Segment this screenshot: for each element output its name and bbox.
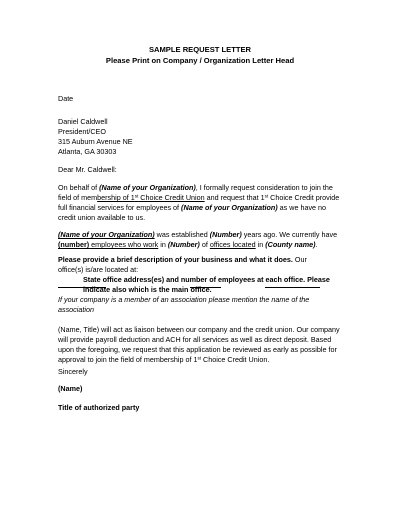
- date-line: Date: [58, 94, 74, 103]
- superscript: st: [197, 355, 202, 361]
- placeholder-number: (number): [58, 240, 90, 249]
- p3-text: Our: [292, 255, 307, 264]
- paragraph-3-line-5: If your company is a member of an association please mention the name of the: [58, 295, 310, 304]
- paragraph-1-line-3: [58, 203, 358, 213]
- paragraph-4-line-1: (Name, Title) will act as liaison between our company and the credit union. Our company: [58, 325, 340, 334]
- recipient-street: 315 Auburn Avenue NE: [58, 137, 133, 146]
- p2-text: .: [315, 240, 318, 249]
- placeholder-organization: (Name of your Organization): [99, 183, 196, 192]
- p2-text: years ago. We currently have: [241, 230, 338, 239]
- recipient-city: Atlanta, GA 30303: [58, 147, 117, 156]
- closing-sincerely: Sincerely: [58, 367, 88, 376]
- superscript: st: [134, 193, 139, 199]
- paragraph-3-line-2: office(s) is/are located at:: [58, 265, 139, 274]
- paragraph-1-line-2: [58, 193, 358, 203]
- paragraph-2-line-2: [58, 240, 358, 250]
- recipient-name: Daniel Caldwell: [58, 117, 108, 126]
- p1-text: On behalf of: [58, 183, 100, 192]
- placeholder-number: (Number): [167, 240, 200, 249]
- p2-text: offices located: [209, 240, 256, 249]
- p2-text: employees who work: [89, 240, 159, 249]
- instruction-text: Please provide a brief description of your business and what it does.: [58, 255, 293, 264]
- paragraph-2-line-1: [58, 230, 358, 240]
- p2-text: was established: [154, 230, 210, 239]
- p1-text: Choice Credit provide: [268, 193, 340, 202]
- paragraph-4-line-3: upon the foregoing, we request that this application be reviewed as early as possible for: [58, 345, 337, 354]
- p1-text: as we have no: [277, 203, 327, 212]
- p1-underlined: [97, 193, 204, 202]
- p4-text: Choice Credit Union.: [201, 355, 270, 364]
- placeholder-organization: (Name of your Organization): [58, 230, 155, 239]
- p2-text: in: [255, 240, 266, 249]
- p4-text: approval to join the field of membership of 1: [58, 355, 198, 364]
- paragraph-3-line-4: indicate also which is the main office.: [83, 285, 212, 294]
- closing-name: (Name): [58, 384, 83, 393]
- paragraph-3-line-6: association: [58, 305, 94, 314]
- placeholder-organization: (Name of your Organization): [181, 203, 278, 212]
- p1-text: , I formally request consideration to join the: [195, 183, 333, 192]
- p2-text: in: [158, 240, 168, 249]
- p1-text: bership of 1: [97, 193, 135, 202]
- superscript: st: [264, 193, 269, 199]
- letter-subtitle: Please Print on Company / Organization Letter Head: [105, 56, 295, 65]
- p2-text: of: [199, 240, 210, 249]
- placeholder-county: (County name): [265, 240, 316, 249]
- paragraph-1-line-4: credit union available to us.: [58, 213, 146, 222]
- recipient-role: President/CEO: [58, 127, 106, 136]
- p1-text: field of mem: [58, 193, 98, 202]
- p1-text: and request that 1: [204, 193, 265, 202]
- paragraph-4-line-2: will provide payroll deduction and ACH for all services as well as direct deposit. Based: [58, 335, 332, 344]
- salutation: Dear Mr. Caldwell:: [58, 165, 117, 174]
- paragraph-3-line-1: [58, 255, 358, 265]
- closing-title: Title of authorized party: [58, 403, 140, 412]
- p1-text: Choice Credit Union: [138, 193, 205, 202]
- placeholder-number: (Number): [209, 230, 242, 239]
- paragraph-1-line-1: [58, 183, 358, 193]
- p1-text: full financial services for employees of: [58, 203, 182, 212]
- letter-title: SAMPLE REQUEST LETTER: [148, 45, 252, 54]
- paragraph-4-line-4: [58, 355, 358, 365]
- paragraph-3-line-3: State office address(es) and number of employees at each office. Please: [83, 275, 330, 284]
